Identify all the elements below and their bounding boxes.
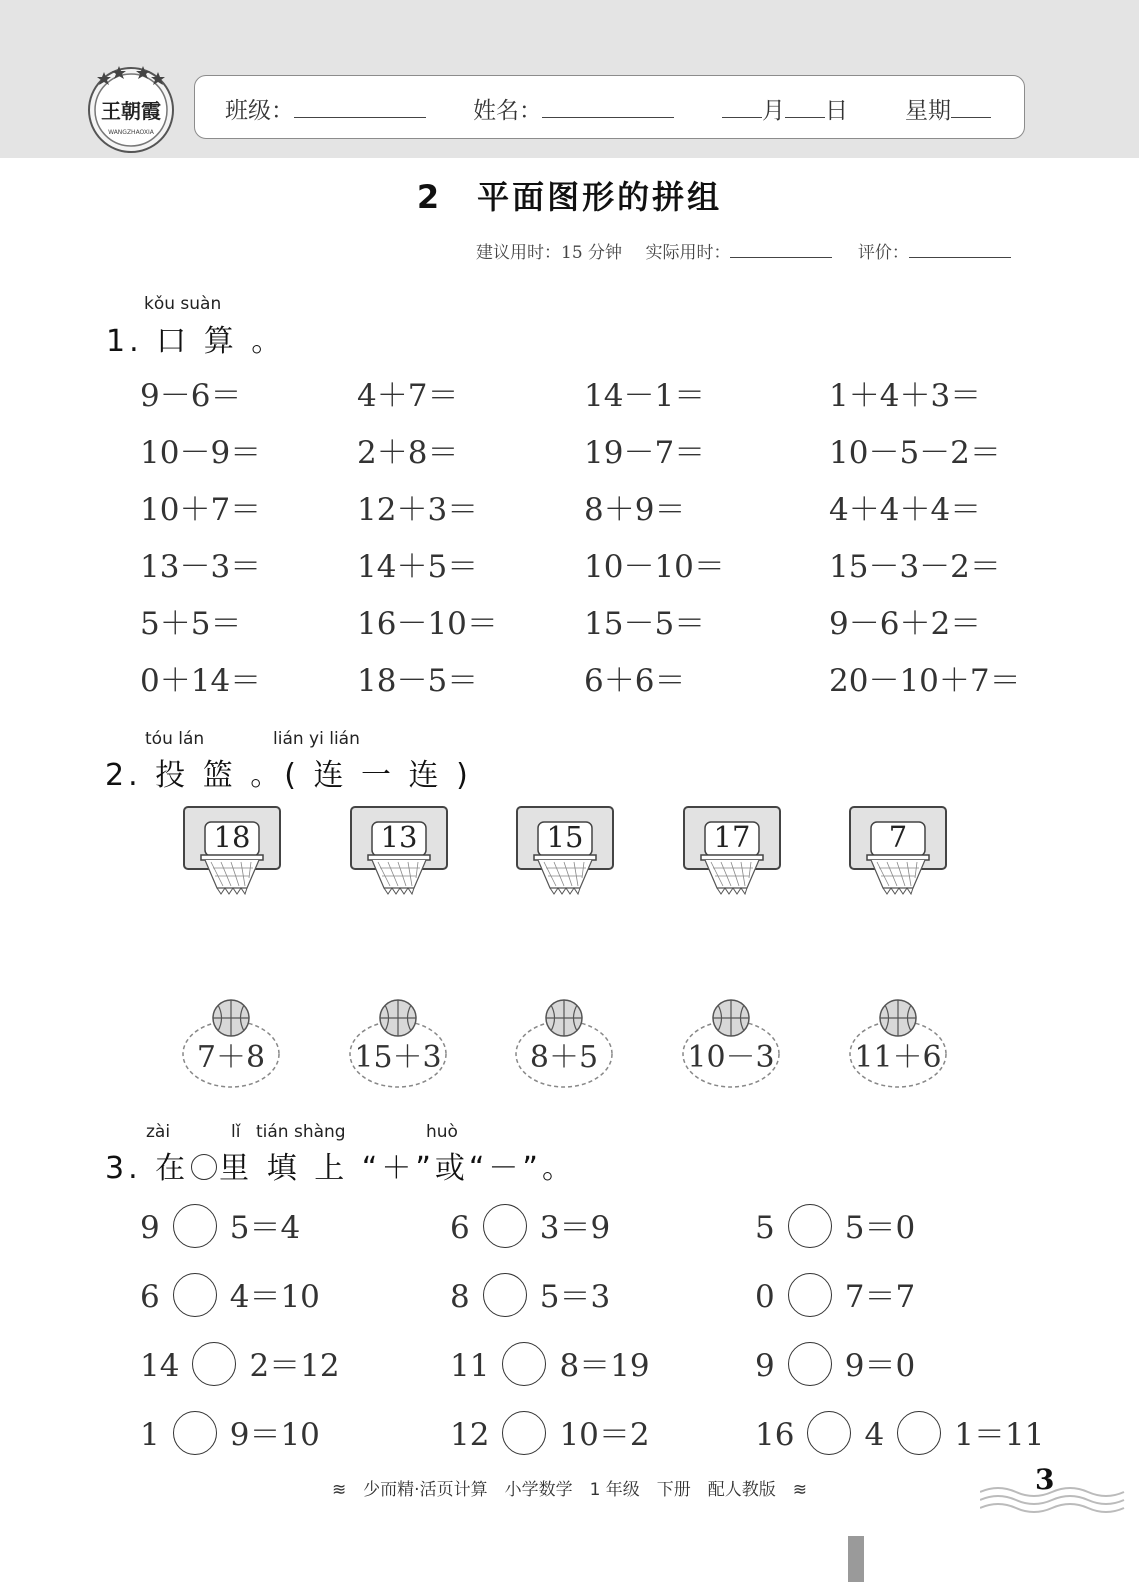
- operator-blank-circle[interactable]: [173, 1204, 217, 1248]
- mental-math-equation: 15－5＝: [584, 606, 706, 642]
- hoop-number: 18: [213, 820, 251, 854]
- operand: 12: [450, 1417, 490, 1453]
- operand: 5＝4: [229, 1210, 301, 1246]
- hoop-number: 13: [380, 820, 418, 854]
- operator-blank-circle[interactable]: [483, 1204, 527, 1248]
- mental-math-equation: 2＋8＝: [357, 435, 459, 471]
- mental-math-equation: 12＋3＝: [357, 492, 479, 528]
- operand: 16: [755, 1417, 795, 1453]
- mental-math-equation: 10－10＝: [584, 549, 725, 585]
- hoop-number: 15: [546, 820, 584, 854]
- hoop-number: 7: [888, 820, 908, 854]
- operand: 9: [755, 1348, 775, 1384]
- ball-expression-text: 10－3: [687, 1040, 775, 1075]
- basketball-hoop[interactable]: [683, 806, 781, 900]
- publisher-logo: [84, 60, 178, 154]
- q3-heading: [105, 1143, 576, 1187]
- basketball-expression[interactable]: [181, 998, 281, 1090]
- mental-math-equation: 16－10＝: [357, 606, 498, 642]
- day-blank[interactable]: [785, 97, 825, 118]
- q2-heading: 2. 投 篮 。( 连 一 连 ): [105, 758, 472, 793]
- operator-blank-circle[interactable]: [192, 1342, 236, 1386]
- operand: 0: [755, 1279, 775, 1315]
- rating-label: 评价：: [857, 243, 909, 263]
- basketball-hoop[interactable]: [849, 806, 947, 900]
- day-label: 日: [825, 98, 848, 124]
- operator-blank-circle[interactable]: [788, 1273, 832, 1317]
- operator-equation: [140, 1271, 320, 1321]
- operand: 6: [450, 1210, 470, 1246]
- mental-math-equation: 15－3－2＝: [829, 549, 1001, 585]
- mental-math-equation: 19－7＝: [584, 435, 706, 471]
- operator-equation: [450, 1202, 610, 1252]
- operator-equation: [450, 1409, 650, 1459]
- page-edge-tab: [848, 1536, 864, 1582]
- mental-math-equation: 4＋4＋4＝: [829, 492, 982, 528]
- mental-math-equation: 18－5＝: [357, 663, 479, 699]
- operand: 5＝0: [844, 1210, 916, 1246]
- q2-pinyin-lianyilian: lián yi lián: [273, 729, 360, 749]
- class-label: 班级：: [225, 98, 294, 124]
- ball-expression-text: 11＋6: [854, 1040, 942, 1075]
- operand: 4: [864, 1417, 885, 1453]
- operand: 8＝19: [559, 1348, 650, 1384]
- rating-blank[interactable]: [909, 243, 1011, 258]
- name-blank[interactable]: [542, 97, 674, 118]
- operand: 7＝7: [844, 1279, 916, 1315]
- q3-pinyin-tianshang: tián shàng: [256, 1122, 346, 1142]
- q3-heading-start: 3. 在: [105, 1151, 190, 1186]
- actual-time-blank[interactable]: [730, 243, 832, 258]
- operand: 11: [450, 1348, 490, 1384]
- name-field[interactable]: [473, 92, 674, 125]
- mental-math-equation: 20－10＋7＝: [829, 663, 1021, 699]
- mental-math-equation: 9－6＋2＝: [829, 606, 982, 642]
- operand: 5＝3: [539, 1279, 611, 1315]
- basketball-expression[interactable]: [514, 998, 614, 1090]
- mental-math-equation: 5＋5＝: [140, 606, 242, 642]
- hoop-number: 17: [713, 820, 751, 854]
- footer-series-info: ≋ 少而精·活页计算 小学数学 1 年级 下册 配人教版 ≋: [331, 1480, 808, 1500]
- q3-heading-end: 里 填 上 “＋”或“－”。: [219, 1151, 576, 1186]
- operator-equation: [755, 1340, 915, 1390]
- operator-equation: [140, 1409, 320, 1459]
- operator-blank-circle[interactable]: [788, 1204, 832, 1248]
- time-info: [476, 238, 1011, 263]
- operator-blank-circle[interactable]: [788, 1342, 832, 1386]
- operator-blank-circle[interactable]: [502, 1411, 546, 1455]
- operand: 1: [140, 1417, 160, 1453]
- mental-math-equation: 6＋6＝: [584, 663, 686, 699]
- mental-math-equation: 1＋4＋3＝: [829, 378, 982, 414]
- operand: 3＝9: [539, 1210, 611, 1246]
- operand: 2＝12: [249, 1348, 340, 1384]
- operator-blank-circle[interactable]: [483, 1273, 527, 1317]
- operand: 6: [140, 1279, 160, 1315]
- mental-math-equation: 14＋5＝: [357, 549, 479, 585]
- q3-pinyin-huo: huò: [426, 1122, 458, 1142]
- class-blank[interactable]: [294, 97, 426, 118]
- operator-equation: [450, 1271, 610, 1321]
- month-blank[interactable]: [722, 97, 762, 118]
- ball-expression-text: 7＋8: [196, 1040, 266, 1075]
- q2-pinyin-toulan: tóu lán: [145, 729, 205, 749]
- operator-equation: [755, 1202, 915, 1252]
- operator-equation: [755, 1409, 1044, 1459]
- operand: 5: [755, 1210, 775, 1246]
- operator-blank-circle[interactable]: [807, 1411, 851, 1455]
- mental-math-equation: 13－3＝: [140, 549, 262, 585]
- operand: 9: [140, 1210, 160, 1246]
- ball-expression-text: 8＋5: [529, 1040, 599, 1075]
- operand: 10＝2: [559, 1417, 650, 1453]
- name-label: 姓名：: [473, 98, 542, 124]
- mental-math-equation: 10－9＝: [140, 435, 262, 471]
- basketball-hoop[interactable]: [183, 806, 281, 900]
- operator-blank-circle[interactable]: [502, 1342, 546, 1386]
- operand: 14: [140, 1348, 180, 1384]
- page-number: 3: [1035, 1463, 1055, 1496]
- basketball-hoop[interactable]: [350, 806, 448, 900]
- operand: 4＝10: [229, 1279, 320, 1315]
- operator-equation: [755, 1271, 915, 1321]
- basketball-expression[interactable]: [848, 998, 948, 1090]
- operand: 9＝0: [844, 1348, 916, 1384]
- suggested-time: 建议用时：15 分钟: [476, 243, 623, 263]
- operator-equation: [140, 1202, 300, 1252]
- operand: 9＝10: [229, 1417, 320, 1453]
- wave-decoration: [980, 1484, 1130, 1520]
- weekday-blank[interactable]: [951, 97, 991, 118]
- ball-expression-text: 15＋3: [354, 1040, 442, 1075]
- basketball-expression[interactable]: [681, 998, 781, 1090]
- operator-blank-circle[interactable]: [173, 1273, 217, 1317]
- operator-equation: [450, 1340, 650, 1390]
- q3-pinyin-zai: zài: [146, 1122, 171, 1142]
- circle-icon: [191, 1154, 217, 1180]
- svg-text:王朝霞: 王朝霞: [101, 99, 161, 123]
- class-field[interactable]: [225, 92, 426, 125]
- operand: 1＝11: [954, 1417, 1045, 1453]
- operand: 8: [450, 1279, 470, 1315]
- actual-time-label: 实际用时：: [645, 243, 731, 263]
- date-field[interactable]: [722, 92, 848, 125]
- q1-pinyin: kǒu suàn: [144, 294, 222, 314]
- q3-pinyin-li: lǐ: [231, 1122, 241, 1142]
- basketball-expression[interactable]: [348, 998, 448, 1090]
- weekday-field[interactable]: [905, 92, 991, 125]
- basketball-hoop[interactable]: [516, 806, 614, 900]
- mental-math-equation: 8＋9＝: [584, 492, 686, 528]
- mental-math-equation: 10＋7＝: [140, 492, 262, 528]
- month-label: 月: [762, 98, 785, 124]
- mental-math-equation: 9－6＝: [140, 378, 242, 414]
- mental-math-equation: 10－5－2＝: [829, 435, 1001, 471]
- operator-equation: [140, 1340, 340, 1390]
- student-info-box: [194, 75, 1025, 139]
- operator-blank-circle[interactable]: [897, 1411, 941, 1455]
- mental-math-equation: 4＋7＝: [357, 378, 459, 414]
- mental-math-equation: 0＋14＝: [140, 663, 262, 699]
- svg-text:WANGZHAOXIA: WANGZHAOXIA: [108, 129, 154, 136]
- q1-heading: 1. 口 算 。: [106, 324, 286, 359]
- operator-blank-circle[interactable]: [173, 1411, 217, 1455]
- weekday-label: 星期: [905, 98, 951, 124]
- mental-math-equation: 14－1＝: [584, 378, 706, 414]
- page-title: 2 平面图形的拼组: [416, 178, 723, 216]
